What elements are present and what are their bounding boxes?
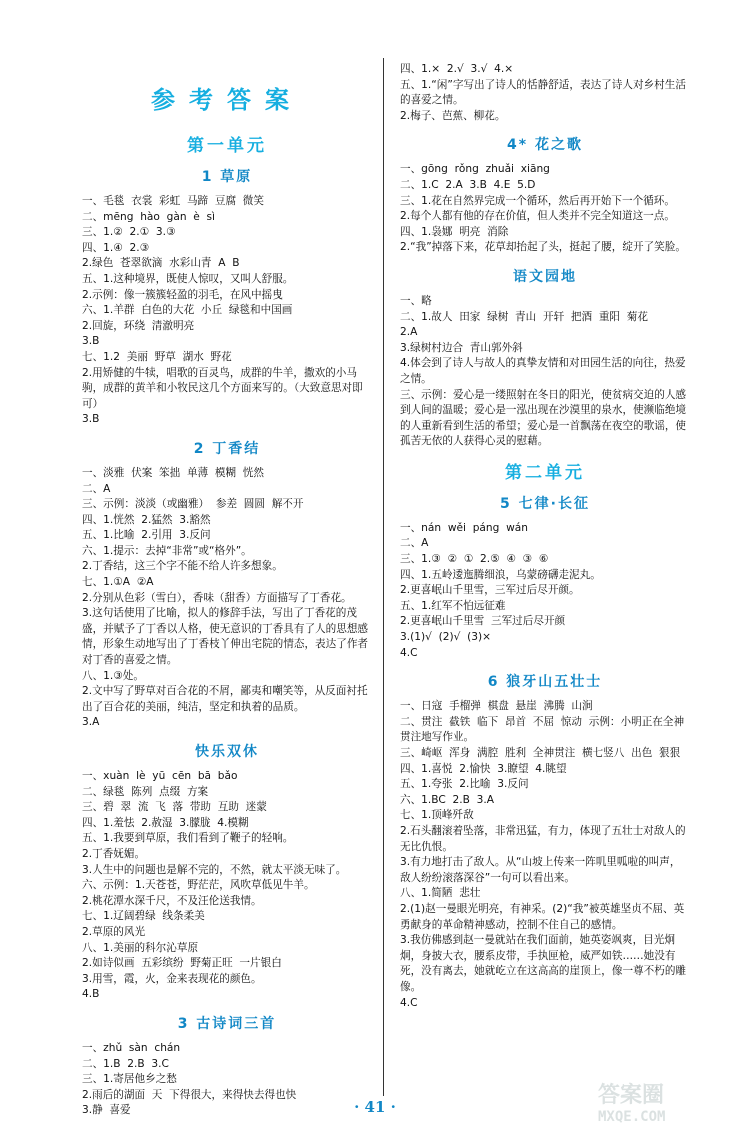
lesson-answers-caoyuan [82, 194, 372, 428]
answer-line: 3.用雪，霞，火，金来表现花的颜色。 [82, 972, 262, 985]
answer-line: 三、1.② 2.① 3.③ [82, 226, 176, 239]
answer-line: 3.B [82, 335, 100, 348]
answer-line: 2.分别从色彩（雪白），香味（甜香）方面描写了丁香花。 [82, 591, 352, 604]
lesson-answers-yuwenyuandi [400, 294, 690, 450]
unit-heading-1: 第一单元 [187, 136, 267, 156]
lesson-answers-langyashan [400, 699, 690, 1011]
answer-line: 2.石头翻滚着坠落，非常迅猛，有力，体现了五壮士对敌人的无比仇恨。 [400, 824, 686, 853]
answer-line: 2.绿色 苍翠欲滴 水彩山青 A B [82, 257, 240, 270]
answer-line: 2.更喜岷山千里雪，三军过后尽开颜。 [400, 584, 580, 597]
answer-line: 八、1.③处。 [82, 669, 144, 682]
answer-line: 六、1.提示：去掉“非常”或“格外”。 [82, 544, 252, 557]
lesson-answers-changzheng [400, 521, 690, 661]
lesson-title-changzheng: 5 七律·长征 [500, 495, 590, 512]
answer-line: 三、碧 翠 流 飞 落 带助 互助 迷蒙 [82, 801, 267, 814]
answer-line: 三、示例：爱心是一缕照射在冬日的阳光，使贫病交迫的人感到人间的温暖；爱心是一泓出现在沙漠里的泉水，使濒临绝境的人重新看到生活的希望；爱心是一首飘荡在夜空的歌谣，使孤苦无依的人获得心灵的慰藉。 [400, 388, 687, 448]
answer-line: 五、1.我要到草原，我们看到了鞭子的轻响。 [82, 832, 294, 845]
answer-line: 4.体会到了诗人与故人的真挚友情和对田园生活的向往，热爱之情。 [400, 357, 686, 385]
continued-answers [400, 62, 690, 124]
watermark-subtext: MXQE.COM [598, 1109, 666, 1125]
answer-line: 五、1.这种境界，既使人惊叹，又叫人舒服。 [82, 272, 294, 285]
answer-line: 七、1.①A ②A [82, 576, 154, 589]
answer-line: 四、1.五岭逶迤腾细浪，乌蒙磅礴走泥丸。 [400, 568, 601, 581]
lesson-title-dingxiangjie: 2 丁香结 [193, 440, 261, 457]
answer-line: 二、A [400, 537, 429, 550]
answer-line: 三、1.花在自然界完成一个循环，然后再开始下一个循环。 [400, 194, 675, 207]
answer-line: 3.我仿佛感到赵一曼就站在我们面前，她英姿飒爽，目光炯炯，身披大衣，腰系皮带，手执匣枪，威严如铁……她没有死，没有离去，她就屹立在这高高的崖顶上，像一尊不朽的雕像。 [400, 934, 687, 993]
answer-line: 3.这句话使用了比喻，拟人的修辞手法，写出了丁香花的茂盛，并赋予了丁香以人格，使无意识的丁香具有了人的思想感情，形象生动地写出了丁香枝丫伸出宅院的情态，表达了作者对丁香的喜爱之情。 [82, 607, 369, 667]
answer-line: 2.如诗似画 五彩缤纷 野菊正旺 一片银白 [82, 957, 282, 970]
answer-line: 二、1.B 2.B 3.C [82, 1057, 169, 1070]
answer-line: 2.回旋，环绕 清澈明亮 [82, 319, 195, 332]
answer-line: 4.C [400, 646, 418, 659]
answer-line: 2.草原的风光 [82, 925, 146, 938]
answer-line: 2.A [400, 326, 418, 339]
lesson-title-huazhige: 4* 花之歌 [507, 137, 583, 154]
watermark-text: 答案圈 [598, 1083, 665, 1108]
answer-line: 2.文中写了野草对百合花的不屑，鄙夷和嘲笑等，从反面衬托出了百合花的美丽，纯洁，坚定和执着的品质。 [82, 685, 368, 713]
answer-line: 七、1.顶峰歼敌 [400, 809, 474, 822]
answer-line: 四、1.× 2.√ 3.√ 4.× [400, 63, 514, 75]
answer-line: 一、略 [400, 294, 432, 307]
answer-line: 二、1.故人 田家 绿树 青山 开轩 把酒 重阳 菊花 [400, 310, 648, 323]
answer-line: 三、示例：淡淡（或幽雅） 参差 圆圆 解不开 [82, 498, 304, 511]
answer-line: 2.丁香妩媚。 [82, 847, 146, 860]
answer-line: 二、1.C 2.A 3.B 4.E 5.D [400, 178, 536, 191]
answer-line: 一、日寇 手榴弹 棋盘 悬崖 沸腾 山涧 [400, 700, 593, 713]
page-number: · 41 · [354, 1098, 396, 1116]
lesson-title-caoyuan: 1 草原 [201, 169, 253, 185]
answer-line: 三、崎岖 浑身 满腔 胜利 全神贯注 横七竖八 出色 狠狠 [400, 747, 681, 759]
answer-line: 五、1.比喻 2.引用 3.反问 [82, 529, 211, 542]
answer-line: 六、1.羊群 白色的大花 小丘 绿毯和中国画 [82, 304, 293, 317]
answer-line: 4.C [400, 996, 418, 1009]
answer-line: 2.桃花潭水深千尺，不及汪伦送我情。 [82, 894, 262, 907]
answer-line: 四、1.④ 2.③ [82, 241, 150, 254]
unit-heading-2: 第二单元 [505, 462, 585, 483]
answer-line: 五、1.“闲”字写出了诗人的恬静舒适，表达了诗人对乡村生活的喜爱之情。 [400, 78, 686, 107]
answer-line: 3.A [82, 716, 100, 729]
answer-line: 四、1.袅娜 明亮 消除 [400, 225, 509, 238]
answer-line: 2.更喜岷山千里雪 三军过后尽开颜 [400, 615, 566, 628]
answer-line: 八、1.美丽的科尔沁草原 [82, 941, 199, 954]
answer-line: 五、1.夸张 2.比喻 3.反问 [400, 778, 529, 791]
lesson-title-yuwenyuandi: 语文园地 [513, 268, 577, 285]
lesson-title-langyashan: 6 狼牙山五壮士 [487, 674, 603, 691]
answer-line: 一、zhǔ sàn chán [82, 1041, 181, 1054]
lesson-answers-dingxiangjie [82, 466, 372, 731]
answer-line: 2.用矫健的牛犊，唱歌的百灵鸟，成群的牛羊，撒欢的小马驹，成群的黄羊和小牧民这几个方面来写的。（大致意思对即可） [82, 366, 363, 410]
answer-line: 2.雨后的湖面 天 下得很大，来得快去得也快 [82, 1088, 297, 1101]
answer-line: 四、1.恍然 2.猛然 3.豁然 [82, 513, 211, 526]
answer-line: 七、1.辽阔碧绿 线条柔美 [82, 910, 205, 923]
answer-line: 三、1.③ ② ① 2.⑤ ④ ③ ⑥ [400, 553, 549, 566]
answer-line: 一、xuàn lè yū cēn bā bǎo [82, 770, 238, 782]
answer-line: 二、mēng hào gàn è sì [82, 210, 216, 223]
answer-line: 二、A [82, 482, 111, 495]
answer-line: 4.B [82, 988, 100, 1001]
lesson-title-kuaileshuangxiu: 快乐双休 [195, 744, 259, 760]
answer-line: 2.梅子、芭蕉、柳花。 [400, 109, 506, 122]
lesson-answers-huazhige [400, 162, 690, 256]
answer-line: 3.有力地打击了敌人。从“山坡上传来一阵叽里呱啦的叫声，敌人纷纷滚落深谷”一句可以看出来。 [400, 856, 681, 884]
answer-line: 3.人生中的问题也是解不完的，不然，就太平淡无味了。 [82, 863, 347, 876]
answer-line: 六、示例：1.天苍苍，野茫茫，风吹草低见牛羊。 [82, 879, 315, 892]
answer-line: 一、nán wěi páng wán [400, 521, 528, 534]
answer-line: 三、1.寄居他乡之愁 [82, 1073, 177, 1086]
watermark-logo [598, 1078, 738, 1130]
answer-line: 3.静 喜爱 [82, 1104, 131, 1117]
answer-line: 2.(1)赵一曼眼光明亮，有神采。(2)“我”被英雄坚贞不屈、英勇献身的革命精神感动，控制不住自己的感情。 [400, 902, 685, 931]
lesson-title-gushici: 3 古诗词三首 [177, 1015, 277, 1032]
answer-line: 2.“我”掉落下来，花草却抬起了头，挺起了腰，绽开了笑脸。 [400, 241, 686, 254]
right-column [400, 62, 690, 1011]
answer-line: 3.(1)√ (2)√ (3)× [400, 631, 491, 644]
answer-line: 2.丁香结，这三个字不能不给人许多想象。 [82, 560, 283, 573]
answer-line: 二、贯注 截铁 临下 昂首 不屈 惊动 示例：小明正在全神贯注地写作业。 [400, 715, 685, 744]
answer-line: 七、1.2 美丽 野草 湖水 野花 [82, 350, 232, 363]
page-title: 参考答案 [151, 85, 303, 114]
left-column [82, 62, 372, 1119]
answer-line: 六、1.BC 2.B 3.A [400, 793, 494, 806]
answer-line: 二、绿毯 陈列 点缀 方案 [82, 785, 209, 798]
answer-line: 一、gōng rǒng zhuǎi xiāng [400, 163, 550, 176]
answer-line: 四、1.喜悦 2.愉快 3.瞭望 4.眺望 [400, 762, 567, 775]
answer-line: 四、1.羞怯 2.赦湿 3.朦胧 4.模糊 [82, 816, 249, 829]
answer-line: 一、淡雅 伏案 笨拙 单薄 模糊 恍然 [82, 466, 264, 479]
answer-line: 3.绿树村边合 青山郭外斜 [400, 341, 523, 354]
column-divider [383, 58, 384, 1096]
answer-line: 2.每个人都有他的存在价值，但人类并不完全知道这一点。 [400, 210, 675, 223]
answer-line: 3.B [82, 413, 100, 426]
answer-line: 五、1.红军不怕远征难 [400, 599, 506, 612]
answer-line: 八、1.简陋 悲壮 [400, 887, 481, 900]
lesson-answers-kuaileshuangxiu [82, 769, 372, 1003]
answer-line: 2.示例：像一簇簇轻盈的羽毛，在风中摇曳 [82, 288, 283, 301]
answer-line: 一、毛毯 衣裳 彩虹 马蹄 豆腐 微笑 [82, 195, 264, 207]
